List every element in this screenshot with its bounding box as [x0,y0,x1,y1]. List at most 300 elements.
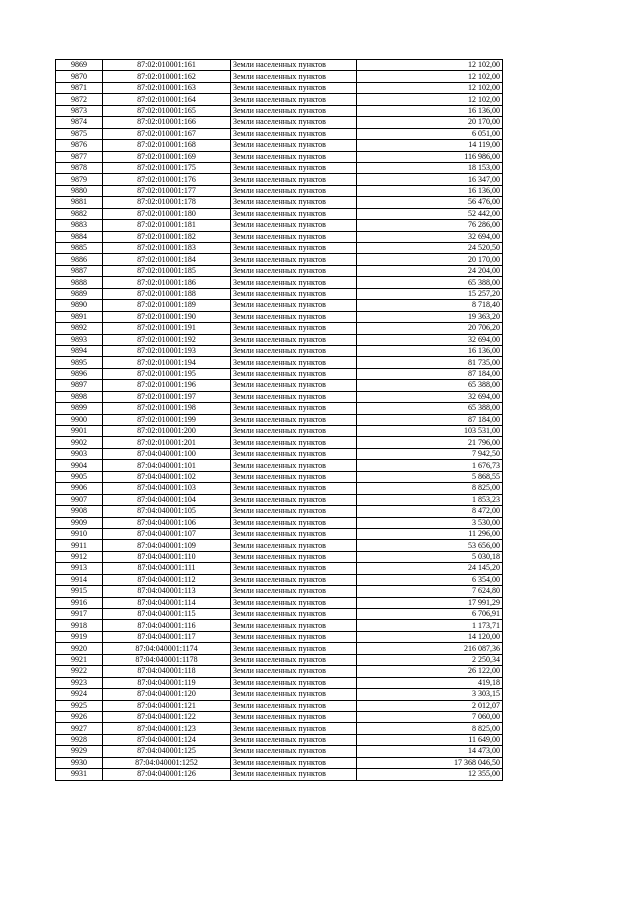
row-number: 9889 [56,288,103,299]
land-category: Земли населенных пунктов [231,323,357,334]
cadastral-value: 32 694,00 [357,334,503,345]
row-number: 9911 [56,540,103,551]
cadastral-value: 24 204,00 [357,265,503,276]
table-row [56,426,503,437]
cadastral-number: 87:02:010001:188 [103,288,231,299]
table-row [56,677,503,688]
cadastral-number: 87:04:040001:113 [103,586,231,597]
cadastral-number: 87:04:040001:119 [103,677,231,688]
table-row [56,117,503,128]
table-row [56,185,503,196]
table-row [56,334,503,345]
cadastral-number: 87:02:010001:185 [103,265,231,276]
table-row [56,105,503,116]
land-category: Земли населенных пунктов [231,494,357,505]
cadastral-number: 87:02:010001:166 [103,117,231,128]
table-row [56,757,503,768]
cadastral-number: 87:02:010001:197 [103,391,231,402]
cadastral-number: 87:04:040001:118 [103,666,231,677]
table-row [56,540,503,551]
land-category: Земли населенных пунктов [231,391,357,402]
cadastral-number: 87:04:040001:110 [103,551,231,562]
land-category: Земли населенных пунктов [231,620,357,631]
table-row [56,506,503,517]
cadastral-value: 26 122,00 [357,666,503,677]
cadastral-value: 1 853,23 [357,494,503,505]
row-number: 9888 [56,277,103,288]
land-category: Земли населенных пунктов [231,551,357,562]
row-number: 9881 [56,197,103,208]
cadastral-value: 19 363,20 [357,311,503,322]
cadastral-value: 18 153,00 [357,162,503,173]
land-category: Земли населенных пунктов [231,82,357,93]
table-row [56,71,503,82]
row-number: 9900 [56,414,103,425]
table-row [56,723,503,734]
row-number: 9901 [56,426,103,437]
cadastral-number: 87:04:040001:121 [103,700,231,711]
cadastral-number: 87:04:040001:111 [103,563,231,574]
cadastral-number: 87:04:040001:103 [103,483,231,494]
row-number: 9918 [56,620,103,631]
table-row [56,231,503,242]
row-number: 9906 [56,483,103,494]
cadastral-value: 7 060,00 [357,711,503,722]
land-category: Земли населенных пунктов [231,654,357,665]
cadastral-value: 103 531,00 [357,426,503,437]
land-category: Земли населенных пунктов [231,300,357,311]
cadastral-number: 87:02:010001:199 [103,414,231,425]
table-body [56,60,503,781]
land-category: Земли населенных пунктов [231,506,357,517]
cadastral-number: 87:04:040001:126 [103,769,231,780]
row-number: 9910 [56,528,103,539]
cadastral-number: 87:04:040001:105 [103,506,231,517]
row-number: 9885 [56,243,103,254]
land-category: Земли населенных пунктов [231,666,357,677]
land-category: Земли населенных пунктов [231,746,357,757]
land-category: Земли населенных пунктов [231,711,357,722]
land-category: Земли населенных пунктов [231,563,357,574]
table-row [56,288,503,299]
row-number: 9907 [56,494,103,505]
table-row [56,391,503,402]
cadastral-value: 16 136,00 [357,185,503,196]
table-row [56,82,503,93]
cadastral-value: 3 303,15 [357,689,503,700]
land-category: Земли населенных пунктов [231,609,357,620]
row-number: 9873 [56,105,103,116]
table-row [56,300,503,311]
row-number: 9875 [56,128,103,139]
land-category: Земли населенных пунктов [231,769,357,780]
table-row [56,654,503,665]
table-row [56,551,503,562]
land-category: Земли населенных пунктов [231,151,357,162]
row-number: 9925 [56,700,103,711]
cadastral-number: 87:02:010001:165 [103,105,231,116]
cadastral-value: 5 030,18 [357,551,503,562]
cadastral-value: 216 087,36 [357,643,503,654]
cadastral-number: 87:02:010001:192 [103,334,231,345]
cadastral-value: 53 656,00 [357,540,503,551]
row-number: 9908 [56,506,103,517]
cadastral-value: 6 354,00 [357,574,503,585]
cadastral-number: 87:02:010001:189 [103,300,231,311]
row-number: 9876 [56,140,103,151]
cadastral-number: 87:04:040001:115 [103,609,231,620]
land-category: Земли населенных пунктов [231,71,357,82]
cadastral-number: 87:02:010001:183 [103,243,231,254]
row-number: 9921 [56,654,103,665]
cadastral-number: 87:02:010001:200 [103,426,231,437]
cadastral-number: 87:02:010001:167 [103,128,231,139]
cadastral-value: 15 257,20 [357,288,503,299]
land-category: Земли населенных пунктов [231,403,357,414]
table-row [56,220,503,231]
cadastral-value: 12 102,00 [357,60,503,71]
cadastral-number: 87:02:010001:196 [103,380,231,391]
table-row [56,197,503,208]
land-category: Земли населенных пунктов [231,345,357,356]
land-category: Земли населенных пунктов [231,94,357,105]
table-row [56,700,503,711]
row-number: 9883 [56,220,103,231]
cadastral-number: 87:02:010001:163 [103,82,231,93]
cadastral-value: 65 388,00 [357,277,503,288]
table-row [56,437,503,448]
table-row [56,174,503,185]
cadastral-number: 87:02:010001:162 [103,71,231,82]
land-category: Земли населенных пунктов [231,426,357,437]
cadastral-value: 17 991,29 [357,597,503,608]
cadastral-number: 87:04:040001:107 [103,528,231,539]
cadastral-number: 87:02:010001:181 [103,220,231,231]
cadastral-value: 24 145,20 [357,563,503,574]
row-number: 9872 [56,94,103,105]
cadastral-value: 16 136,00 [357,105,503,116]
table-row [56,254,503,265]
cadastral-value: 8 472,00 [357,506,503,517]
table-row [56,151,503,162]
cadastral-number: 87:04:040001:100 [103,448,231,459]
row-number: 9870 [56,71,103,82]
row-number: 9928 [56,734,103,745]
cadastral-number: 87:02:010001:195 [103,368,231,379]
row-number: 9929 [56,746,103,757]
land-category: Земли населенных пунктов [231,574,357,585]
land-category: Земли населенных пунктов [231,517,357,528]
cadastral-number: 87:04:040001:112 [103,574,231,585]
land-category: Земли населенных пунктов [231,734,357,745]
cadastral-value: 76 286,00 [357,220,503,231]
row-number: 9897 [56,380,103,391]
cadastral-value: 65 388,00 [357,403,503,414]
row-number: 9927 [56,723,103,734]
row-number: 9912 [56,551,103,562]
cadastral-value: 20 170,00 [357,254,503,265]
row-number: 9905 [56,471,103,482]
cadastral-number: 87:04:040001:120 [103,689,231,700]
land-category: Земли населенных пунктов [231,380,357,391]
land-category: Земли населенных пунктов [231,265,357,276]
row-number: 9923 [56,677,103,688]
table-row [56,323,503,334]
table-row [56,414,503,425]
land-category: Земли населенных пунктов [231,288,357,299]
row-number: 9919 [56,631,103,642]
row-number: 9898 [56,391,103,402]
land-category: Земли населенных пунктов [231,254,357,265]
cadastral-number: 87:04:040001:114 [103,597,231,608]
cadastral-number: 87:02:010001:176 [103,174,231,185]
table-row [56,643,503,654]
cadastral-number: 87:02:010001:168 [103,140,231,151]
row-number: 9916 [56,597,103,608]
land-category: Земли населенных пунктов [231,368,357,379]
cadastral-value: 16 136,00 [357,345,503,356]
cadastral-number: 87:02:010001:201 [103,437,231,448]
cadastral-number: 87:04:040001:1174 [103,643,231,654]
cadastral-value: 6 706,91 [357,609,503,620]
land-category: Земли населенных пунктов [231,243,357,254]
cadastral-value: 5 868,55 [357,471,503,482]
land-category: Земли населенных пунктов [231,471,357,482]
table-row [56,403,503,414]
land-category: Земли населенных пунктов [231,197,357,208]
row-number: 9904 [56,460,103,471]
land-category: Земли населенных пунктов [231,140,357,151]
table-row [56,265,503,276]
cadastral-number: 87:04:040001:124 [103,734,231,745]
row-number: 9893 [56,334,103,345]
table-row [56,483,503,494]
table-row [56,162,503,173]
cadastral-value: 56 476,00 [357,197,503,208]
land-category: Земли населенных пунктов [231,220,357,231]
cadastral-value: 11 649,00 [357,734,503,745]
row-number: 9884 [56,231,103,242]
table-row [56,277,503,288]
table-row [56,769,503,780]
row-number: 9879 [56,174,103,185]
land-category: Земли населенных пунктов [231,540,357,551]
cadastral-value: 16 347,00 [357,174,503,185]
cadastral-value: 116 986,00 [357,151,503,162]
table-row [56,711,503,722]
cadastral-value: 1 676,73 [357,460,503,471]
cadastral-value: 21 796,00 [357,437,503,448]
cadastral-number: 87:04:040001:125 [103,746,231,757]
row-number: 9891 [56,311,103,322]
cadastral-value: 6 051,00 [357,128,503,139]
row-number: 9920 [56,643,103,654]
land-category: Земли населенных пунктов [231,437,357,448]
table-row [56,609,503,620]
cadastral-value: 1 173,71 [357,620,503,631]
row-number: 9874 [56,117,103,128]
cadastral-value: 24 520,50 [357,243,503,254]
table-row [56,620,503,631]
land-category: Земли населенных пунктов [231,700,357,711]
cadastral-value: 65 388,00 [357,380,503,391]
land-category: Земли населенных пунктов [231,448,357,459]
land-category: Земли населенных пунктов [231,162,357,173]
table-row [56,140,503,151]
row-number: 9926 [56,711,103,722]
table-row [56,357,503,368]
row-number: 9878 [56,162,103,173]
table-row [56,528,503,539]
row-number: 9930 [56,757,103,768]
land-category: Земли населенных пунктов [231,105,357,116]
cadastral-number: 87:04:040001:106 [103,517,231,528]
table-row [56,494,503,505]
row-number: 9931 [56,769,103,780]
row-number: 9899 [56,403,103,414]
row-number: 9892 [56,323,103,334]
row-number: 9882 [56,208,103,219]
cadastral-value: 8 825,00 [357,483,503,494]
land-category: Земли населенных пунктов [231,677,357,688]
cadastral-value: 2 012,07 [357,700,503,711]
row-number: 9869 [56,60,103,71]
cadastral-value: 3 530,00 [357,517,503,528]
cadastral-value: 12 355,00 [357,769,503,780]
land-category: Земли населенных пунктов [231,311,357,322]
land-category: Земли населенных пунктов [231,597,357,608]
land-category: Земли населенных пунктов [231,128,357,139]
cadastral-number: 87:04:040001:1252 [103,757,231,768]
cadastral-number: 87:02:010001:161 [103,60,231,71]
cadastral-number: 87:02:010001:194 [103,357,231,368]
table-row [56,368,503,379]
cadastral-number: 87:02:010001:184 [103,254,231,265]
table-row [56,666,503,677]
cadastral-value: 14 473,00 [357,746,503,757]
table-row [56,746,503,757]
cadastral-number: 87:02:010001:178 [103,197,231,208]
cadastral-number: 87:04:040001:101 [103,460,231,471]
cadastral-number: 87:04:040001:109 [103,540,231,551]
row-number: 9924 [56,689,103,700]
cadastral-number: 87:04:040001:122 [103,711,231,722]
cadastral-number: 87:02:010001:182 [103,231,231,242]
row-number: 9871 [56,82,103,93]
cadastral-number: 87:04:040001:123 [103,723,231,734]
table-row [56,631,503,642]
cadastral-value: 81 735,00 [357,357,503,368]
land-category: Земли населенных пунктов [231,689,357,700]
cadastral-value: 20 170,00 [357,117,503,128]
cadastral-value: 11 296,00 [357,528,503,539]
table-row [56,448,503,459]
table-row [56,380,503,391]
cadastral-value: 32 694,00 [357,391,503,402]
land-category: Земли населенных пунктов [231,723,357,734]
cadastral-value: 17 368 046,50 [357,757,503,768]
cadastral-number: 87:02:010001:169 [103,151,231,162]
row-number: 9909 [56,517,103,528]
table-row [56,94,503,105]
land-category: Земли населенных пунктов [231,277,357,288]
cadastral-value: 8 825,00 [357,723,503,734]
row-number: 9915 [56,586,103,597]
table-row [56,460,503,471]
land-category: Земли населенных пунктов [231,414,357,425]
cadastral-value: 12 102,00 [357,94,503,105]
cadastral-value: 8 718,40 [357,300,503,311]
table-row [56,471,503,482]
table-row [56,734,503,745]
cadastral-value: 87 184,00 [357,414,503,425]
cadastral-value: 14 120,00 [357,631,503,642]
cadastral-number: 87:02:010001:164 [103,94,231,105]
table-row [56,208,503,219]
cadastral-value: 52 442,00 [357,208,503,219]
land-category: Земли населенных пунктов [231,483,357,494]
cadastral-value: 7 624,80 [357,586,503,597]
table-row [56,128,503,139]
cadastral-number: 87:04:040001:116 [103,620,231,631]
land-category: Земли населенных пунктов [231,757,357,768]
land-category: Земли населенных пунктов [231,460,357,471]
row-number: 9914 [56,574,103,585]
table-row [56,597,503,608]
row-number: 9913 [56,563,103,574]
row-number: 9877 [56,151,103,162]
cadastral-value: 12 102,00 [357,71,503,82]
cadastral-number: 87:02:010001:198 [103,403,231,414]
cadastral-value: 20 706,20 [357,323,503,334]
land-category: Земли населенных пунктов [231,208,357,219]
row-number: 9895 [56,357,103,368]
table-row [56,60,503,71]
cadastral-value: 12 102,00 [357,82,503,93]
cadastral-value: 7 942,50 [357,448,503,459]
cadastral-value: 2 250,34 [357,654,503,665]
table-row [56,243,503,254]
cadastral-value: 14 119,00 [357,140,503,151]
table-row [56,689,503,700]
cadastral-number: 87:02:010001:175 [103,162,231,173]
row-number: 9890 [56,300,103,311]
cadastral-number: 87:04:040001:1178 [103,654,231,665]
row-number: 9922 [56,666,103,677]
cadastral-number: 87:02:010001:190 [103,311,231,322]
cadastral-number: 87:04:040001:104 [103,494,231,505]
land-category: Земли населенных пунктов [231,174,357,185]
cadastral-number: 87:02:010001:191 [103,323,231,334]
row-number: 9887 [56,265,103,276]
table-row [56,563,503,574]
row-number: 9880 [56,185,103,196]
cadastral-number: 87:02:010001:193 [103,345,231,356]
land-category: Земли населенных пунктов [231,586,357,597]
table-row [56,586,503,597]
cadastral-number: 87:02:010001:186 [103,277,231,288]
cadastral-number: 87:04:040001:102 [103,471,231,482]
cadastral-value: 419,18 [357,677,503,688]
row-number: 9886 [56,254,103,265]
land-category: Земли населенных пунктов [231,357,357,368]
row-number: 9903 [56,448,103,459]
cadastral-number: 87:02:010001:180 [103,208,231,219]
table-row [56,311,503,322]
land-category: Земли населенных пунктов [231,643,357,654]
cadastral-number: 87:04:040001:117 [103,631,231,642]
table-row [56,517,503,528]
